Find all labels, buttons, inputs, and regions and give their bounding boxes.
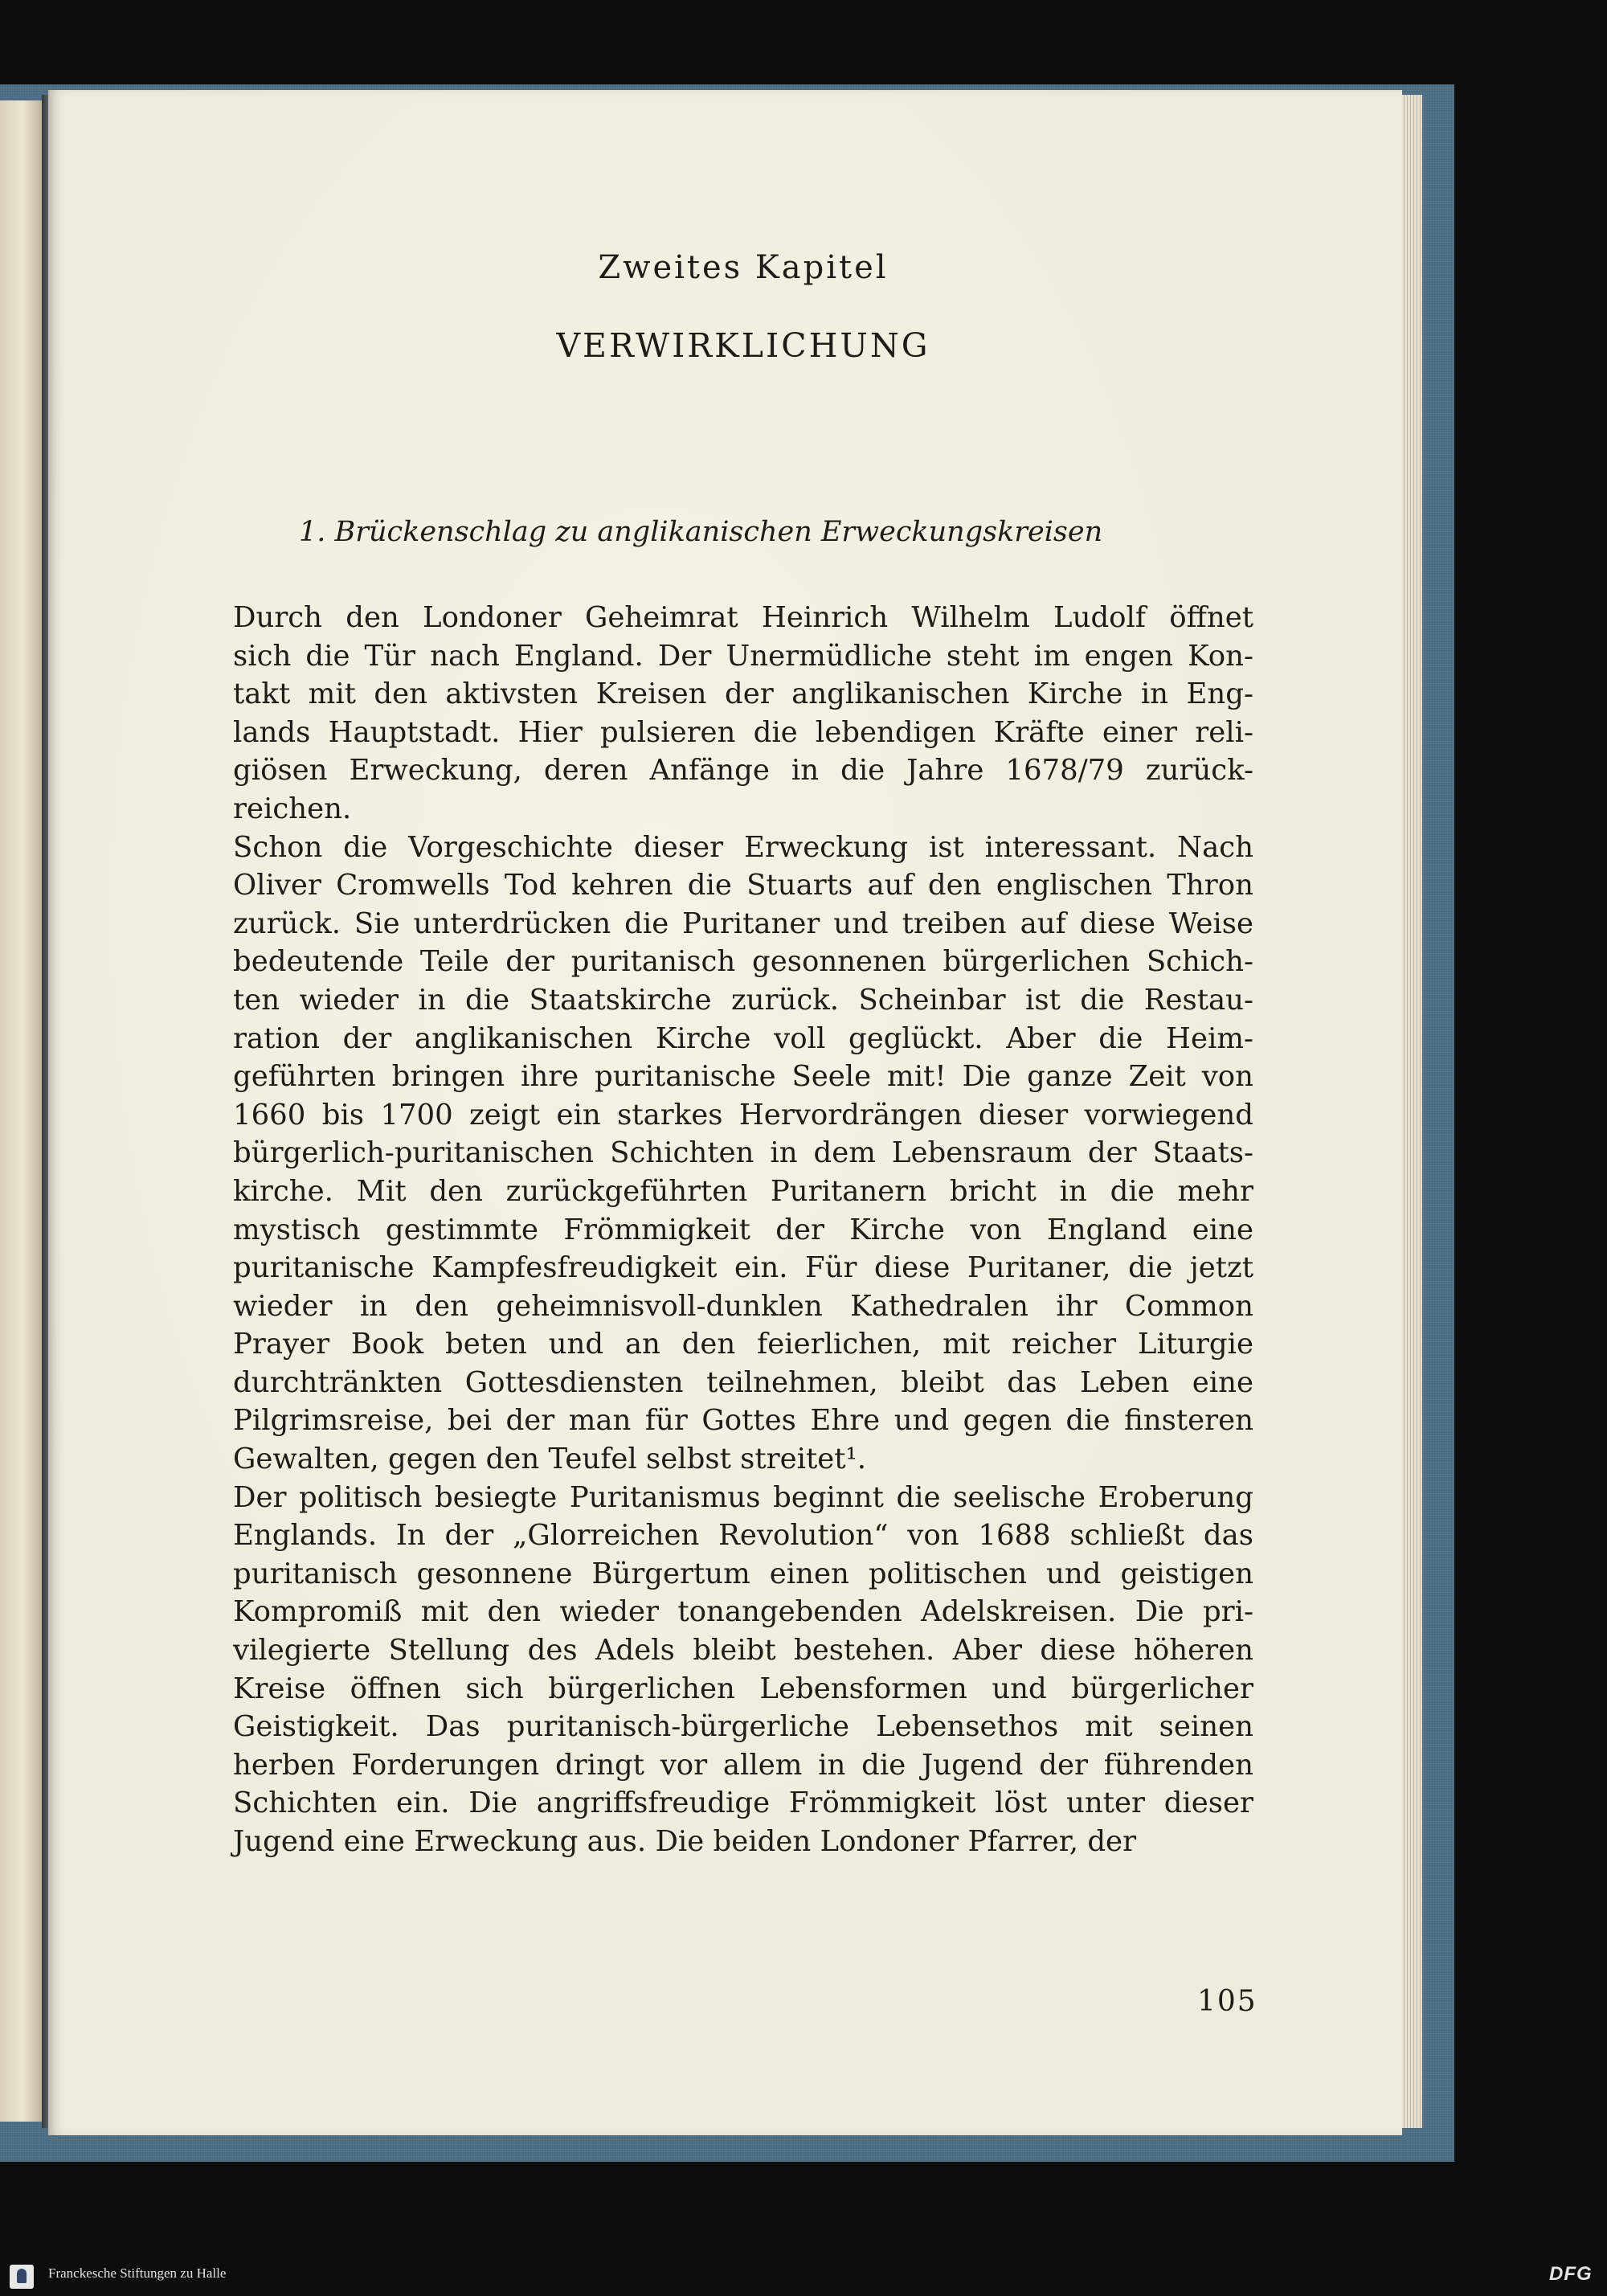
- section-heading: 1. Brückenschlag zu anglikanischen Erweckungskreisen: [299, 516, 1103, 548]
- text-line: Der politisch besiegte Puritanismus beginnt die seelische Eroberung: [233, 1480, 1253, 1514]
- text-line: Oliver Cromwells Tod kehren die Stuarts auf den englischen Thron: [233, 869, 1253, 902]
- institution-logo-icon: [10, 2265, 34, 2289]
- text-line: reichen.: [233, 792, 352, 825]
- text-line: bürgerlich-puritanischen Schichten in dem Lebensraum der Staats-: [233, 1136, 1253, 1170]
- text-line: giösen Erweckung, deren Anfänge in die Jahre 1678/79 zurück-: [233, 754, 1253, 788]
- chapter-label: Zweites Kapitel: [598, 249, 889, 286]
- text-line: puritanische Kampfesfreudigkeit ein. Für diese Puritaner, die jetzt: [233, 1251, 1253, 1285]
- text-line: Kreise öffnen sich bürgerlichen Lebensformen und bürgerlicher: [233, 1672, 1253, 1705]
- text-line: vilegierte Stellung des Adels bleibt bestehen. Aber diese höheren: [233, 1634, 1253, 1668]
- text-line: ration der anglikanischen Kirche voll geglückt. Aber die Heim-: [233, 1021, 1253, 1055]
- text-line: Gewalten, gegen den Teufel selbst streitet¹.: [233, 1443, 867, 1476]
- chapter-title: VERWIRKLICHUNG: [556, 326, 930, 365]
- viewer-footer: [0, 2256, 1607, 2296]
- text-line: Kompromiß mit den wieder tonangebenden Adelskreisen. Die pri-: [233, 1595, 1253, 1629]
- text-line: takt mit den aktivsten Kreisen der anglikanischen Kirche in Eng-: [233, 677, 1253, 711]
- text-line: Englands. In der „Glorreichen Revolution“ von 1688 schließt das: [233, 1519, 1253, 1553]
- left-page-edge: [0, 100, 42, 2122]
- text-line: Schon die Vorgeschichte dieser Erweckung ist interessant. Nach: [233, 830, 1253, 864]
- text-line: Jugend eine Erweckung aus. Die beiden Londoner Pfarrer, der: [233, 1825, 1137, 1858]
- text-line: bedeutende Teile der puritanisch gesonnenen bürgerlichen Schich-: [233, 945, 1253, 979]
- page-number: 105: [1197, 1985, 1257, 2018]
- text-line: mystisch gestimmte Frömmigkeit der Kirche von England eine: [233, 1213, 1253, 1246]
- text-line: sich die Tür nach England. Der Unermüdliche steht im engen Kon-: [233, 639, 1253, 673]
- text-line: Prayer Book beten und an den feierlichen, mit reicher Liturgie: [233, 1328, 1253, 1361]
- text-line: Schichten ein. Die angriffsfreudige Frömmigkeit löst unter dieser: [233, 1786, 1253, 1820]
- text-line: Durch den Londoner Geheimrat Heinrich Wilhelm Ludolf öffnet: [233, 601, 1253, 634]
- text-line: ten wieder in die Staatskirche zurück. Scheinbar ist die Restau-: [233, 983, 1253, 1017]
- text-line: kirche. Mit den zurückgeführten Puritanern bricht in die mehr: [233, 1174, 1253, 1208]
- text-line: 1660 bis 1700 zeigt ein starkes Hervordrängen dieser vorwiegend: [233, 1098, 1253, 1132]
- body-text: [233, 599, 1253, 1861]
- text-line: zurück. Sie unterdrücken die Puritaner und treiben auf diese Weise: [233, 907, 1253, 940]
- text-line: durchtränkten Gottesdiensten teilnehmen, bleibt das Leben eine: [233, 1365, 1253, 1399]
- text-line: herben Forderungen dringt vor allem in die Jugend der führenden: [233, 1748, 1253, 1782]
- text-line: Geistigkeit. Das puritanisch-bürgerliche Lebensethos mit seinen: [233, 1710, 1253, 1744]
- dfg-logo: DFG: [1549, 2263, 1593, 2285]
- text-line: lands Hauptstadt. Hier pulsieren die lebendigen Kräfte einer reli-: [233, 715, 1253, 749]
- book-page: [48, 90, 1402, 2135]
- institution-name: Franckesche Stiftungen zu Halle: [48, 2265, 227, 2281]
- text-line: geführten bringen ihre puritanische Seele mit! Die ganze Zeit von: [233, 1060, 1253, 1094]
- text-line: wieder in den geheimnisvoll-dunklen Kathedralen ihr Common: [233, 1289, 1253, 1323]
- text-line: puritanisch gesonnene Bürgertum einen politischen und geistigen: [233, 1557, 1253, 1590]
- text-line: Pilgrimsreise, bei der man für Gottes Ehre und gegen die finsteren: [233, 1404, 1253, 1438]
